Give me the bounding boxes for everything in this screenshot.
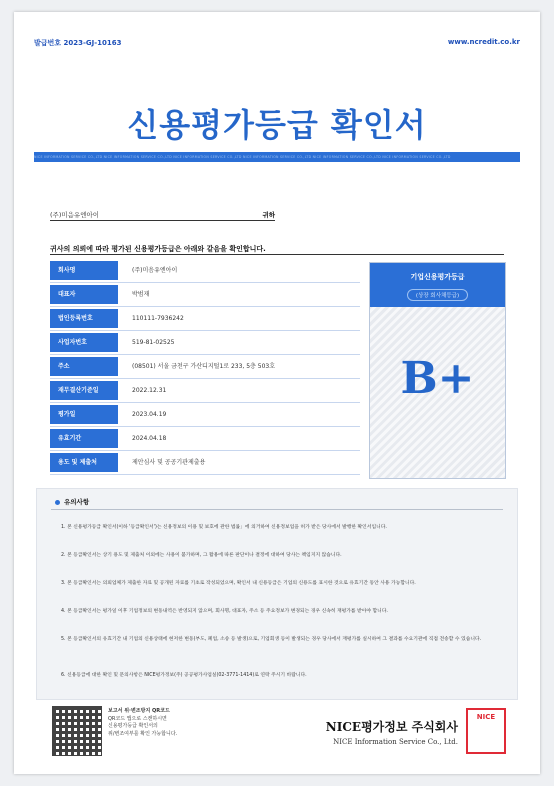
qr-line: 신용평가등급 확인서의 xyxy=(108,723,158,729)
issue-number: 발급번호 2023-GJ-10163 xyxy=(34,39,122,47)
company-seal-icon xyxy=(466,708,506,754)
qr-line: 위/변조여부를 확인 가능합니다. xyxy=(108,730,178,737)
info-label: 법인등록번호 xyxy=(50,309,118,328)
info-label: 평가일 xyxy=(50,405,118,424)
info-row xyxy=(50,355,360,379)
company-name-korean: NICE평가정보 주식회사 xyxy=(325,720,458,734)
footer xyxy=(14,702,540,774)
note-item: 2. 본 등급확인서는 상기 용도 및 제출처 이외에는 사용이 불가하며, 그 활용에 따른 판단이나 결정에 대하여 당사는 책임지지 않습니다. xyxy=(61,553,342,558)
info-label: 용도 및 제출처 xyxy=(50,453,118,472)
info-label: 대표자 xyxy=(50,285,118,304)
grade-header xyxy=(370,263,505,307)
info-row xyxy=(50,259,360,283)
info-value: 2024.04.18 xyxy=(132,435,167,442)
info-value: 2023.04.19 xyxy=(132,411,167,418)
info-table xyxy=(50,259,360,475)
info-value: (08501) 서울 금천구 가산디지털1로 233, 5층 503호 xyxy=(132,363,276,370)
title-band: NICE INFORMATION SERVICE CO.,LTD NICE INFORMATION SERVICE CO.,LTD NICE INFORMATION SERVICE CO.,LTD NICE INFORMATION SERVICE CO.,LTD NICE INFORMATION SERVICE CO.,LTD NICE INFORMATION SERVICE CO.,LTD xyxy=(34,152,520,162)
note-item: 4. 본 등급확인서는 평가일 이후 기업정보의 변동내역은 반영되지 않으며, 회사명, 대표자, 주소 등 주요정보가 변경되는 경우 신속히 재평가를 받아야 합니다. xyxy=(61,609,388,614)
note-item: 1. 본 신용평가등급 확인서(이하 '등급확인서')는 신용정보의 이용 및 보호에 관한 법률」에 의거하여 신용정보업을 허가 받은 당사에서 발행한 확인서입니다. xyxy=(61,525,387,530)
recipient-line xyxy=(50,208,275,221)
grade-heading: 기업신용평가등급 xyxy=(410,273,465,281)
info-value: 박범재 xyxy=(132,291,150,298)
info-row xyxy=(50,451,360,475)
info-label: 사업자번호 xyxy=(50,333,118,352)
qr-title: 보고서 위·변조방지 QR코드 xyxy=(108,708,170,714)
recipient-suffix: 귀하 xyxy=(262,211,275,219)
grade-box xyxy=(369,262,506,479)
notes-divider xyxy=(51,509,503,510)
info-row xyxy=(50,331,360,355)
info-label: 유효기간 xyxy=(50,429,118,448)
note-item: 5. 본 등급확인서의 유효기간 내 기업의 신용상태에 현저한 변동(부도, 폐업, 소송 등 발생)으로, 기업회생 등이 발생되는 경우 당사에서 재평가를 실시하여 그 결과를 수요기관에 직접 전송할 수 있습니다. xyxy=(61,637,482,642)
note-item: 3. 본 등급확인서는 의뢰업체가 제출한 자료 및 공개된 자료를 기초로 작성되었으며, 확인서 내 신용등급은 기업의 신용도를 표시한 것으로 유효기간 동안 사용 가능합니다. xyxy=(61,581,416,586)
notes-title xyxy=(55,497,89,506)
divider xyxy=(50,254,504,255)
confirm-statement: 귀사의 의뢰에 따라 평가된 신용평가등급은 아래와 같음을 확인합니다. xyxy=(50,245,266,253)
qr-code-icon[interactable] xyxy=(52,706,102,756)
qr-description xyxy=(108,708,177,738)
info-row xyxy=(50,427,360,451)
info-row xyxy=(50,403,360,427)
info-label: 회사명 xyxy=(50,261,118,280)
company-signature xyxy=(326,718,458,746)
website-link[interactable]: www.ncredit.co.kr xyxy=(447,38,520,46)
notes-section xyxy=(36,488,518,700)
document-page xyxy=(14,12,540,774)
grade-subheading: (상장 회사채등급) xyxy=(407,289,468,301)
qr-line: QR코드 앱으로 스캔하시면 xyxy=(108,715,167,722)
document-title: 신용평가등급 확인서 xyxy=(127,106,427,144)
company-name-english: NICE Information Service Co., Ltd. xyxy=(333,738,458,746)
info-value: 519-81-02525 xyxy=(132,339,175,346)
bullet-icon xyxy=(55,500,60,505)
grade-value: B+ xyxy=(400,353,475,404)
recipient-name: (주)미음유엔아이 xyxy=(50,211,100,219)
info-row xyxy=(50,283,360,307)
info-row xyxy=(50,379,360,403)
info-label: 주소 xyxy=(50,357,118,376)
notes-title-text: 유의사항 xyxy=(64,498,90,506)
info-row xyxy=(50,307,360,331)
top-bar xyxy=(34,38,520,52)
info-value: (주)미음유엔아이 xyxy=(132,267,178,274)
info-label: 재무결산기준일 xyxy=(50,381,118,400)
seal-text: NICE xyxy=(476,713,496,721)
info-value: 2022.12.31 xyxy=(132,387,167,394)
info-value: 110111-7936242 xyxy=(132,315,184,322)
info-value: 제안심사 및 공공기관제출용 xyxy=(132,459,206,466)
note-item: 6. 신용등급에 대한 확인 및 문의사항은 NICE평가정보(주) 공공평가사업실(02-3771-1414)로 연락 주시기 바랍니다. xyxy=(61,673,307,678)
